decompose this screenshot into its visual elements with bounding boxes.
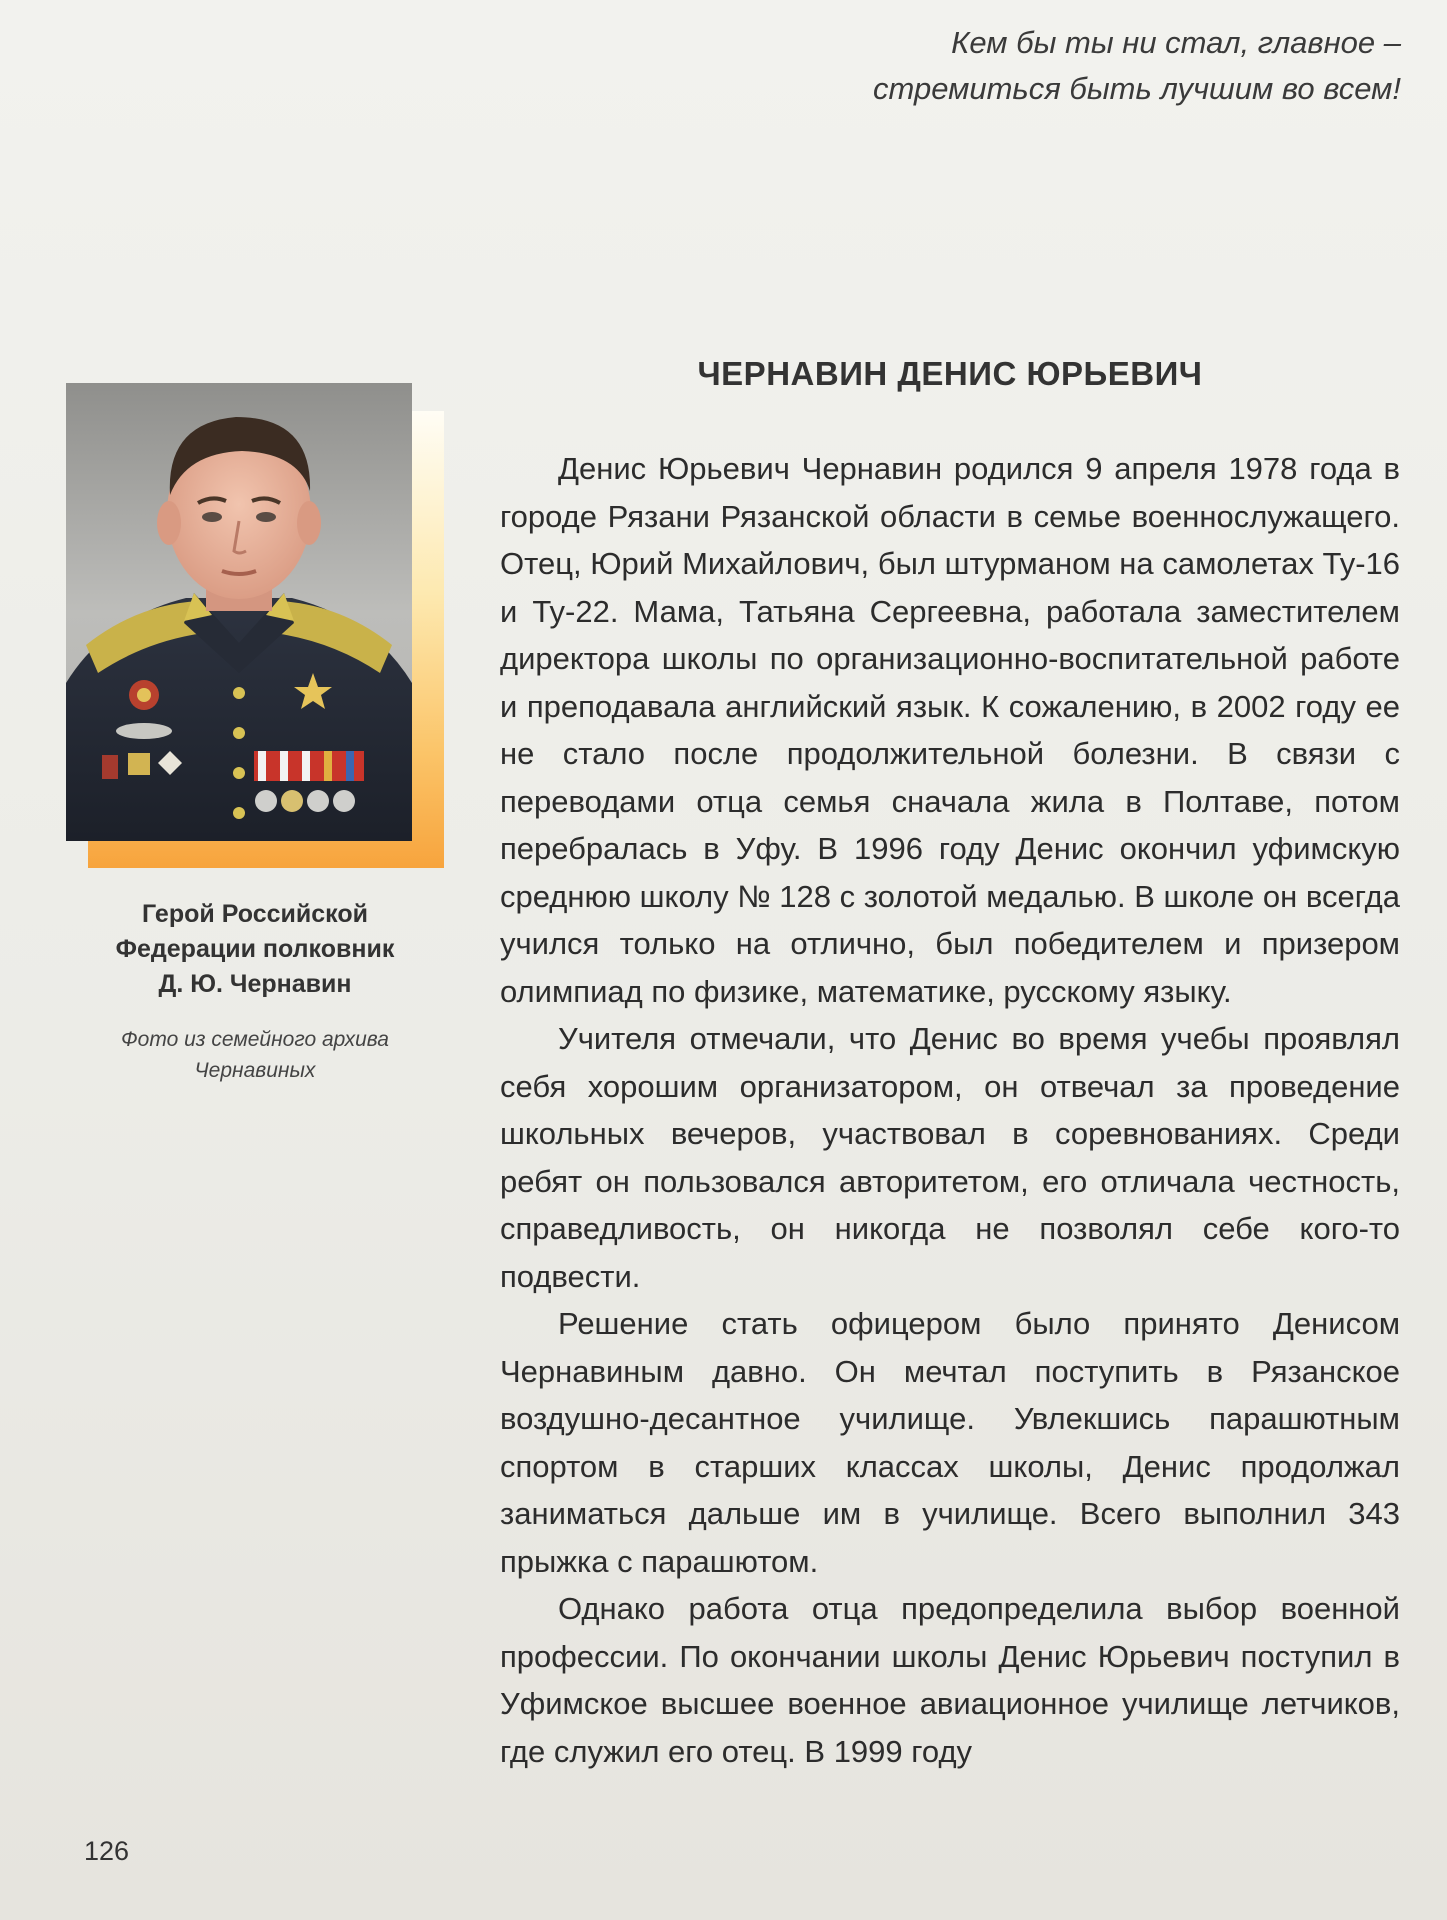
page-number: 126	[84, 1836, 130, 1866]
article-body	[500, 445, 1400, 1775]
article-paragraph-2: Учителя отмечали, что Денис во время учебы проявлял себя хорошим организатором, он отвечал за проведение школьных вечеров, участвовал в соревнованиях. Среди ребят он пользовался авторитетом, его отличала честность, справедливость, он никогда не позволял себе кого-то подвести.	[500, 1021, 1400, 1294]
epigraph-line-2: стремиться быть лучшим во всем!	[872, 71, 1401, 106]
article-paragraph-4: Однако работа отца предопределила выбор военной профессии. По окончании школы Денис Юрьевич поступил в Уфимское высшее военное авиационное училище летчиков, где служил его отец. В 1999 году	[500, 1591, 1400, 1769]
article-paragraph-3: Решение стать офицером было принято Денисом Чернавиным давно. Он мечтал поступить в Рязанское воздушно-десантное училище. Увлекшись парашютным спортом в старших классах школы, Денис продолжал заниматься дальше им в училище. Всего выполнил 343 прыжка с парашютом.	[500, 1306, 1400, 1579]
article-title: ЧЕРНАВИН ДЕНИС ЮРЬЕВИЧ	[697, 355, 1203, 392]
portrait-illustration	[66, 383, 412, 841]
photo-credit-line-1: Фото из семейного архива	[120, 1028, 389, 1051]
photo-caption-line-2: Федерации полковник	[115, 935, 395, 963]
photo-caption-line-1: Герой Российской	[142, 900, 368, 928]
photo-caption	[66, 897, 444, 1002]
photo-credit-line-2: Чернавиных	[194, 1059, 316, 1082]
photo-caption-line-3: Д. Ю. Чернавин	[158, 970, 352, 998]
portrait-photo	[66, 383, 412, 841]
epigraph-line-1: Кем бы ты ни стал, главное –	[951, 25, 1401, 60]
epigraph	[681, 20, 1401, 112]
photo-credit	[66, 1024, 444, 1086]
portrait-figure	[66, 383, 444, 868]
article-paragraph-1: Денис Юрьевич Чернавин родился 9 апреля 1978 года в городе Рязани Рязанской области в семье военнослужащего. Отец, Юрий Михайлович, был штурманом на самолетах Ту-16 и Ту-22. Мама, Татьяна Сергеевна, работала заместителем директора школы по организационно-воспитательной работе и преподавала английский язык. К сожалению, в 2002 году ее не стало после продолжительной болезни. В связи с переводами отца семья сначала жила в Полтаве, потом перебралась в Уфу. В 1996 году Денис окончил уфимскую среднюю школу № 128 с золотой медалью. В школе он всегда учился только на отлично, был победителем и призером олимпиад по физике, математике, русскому языку.	[500, 451, 1400, 1009]
